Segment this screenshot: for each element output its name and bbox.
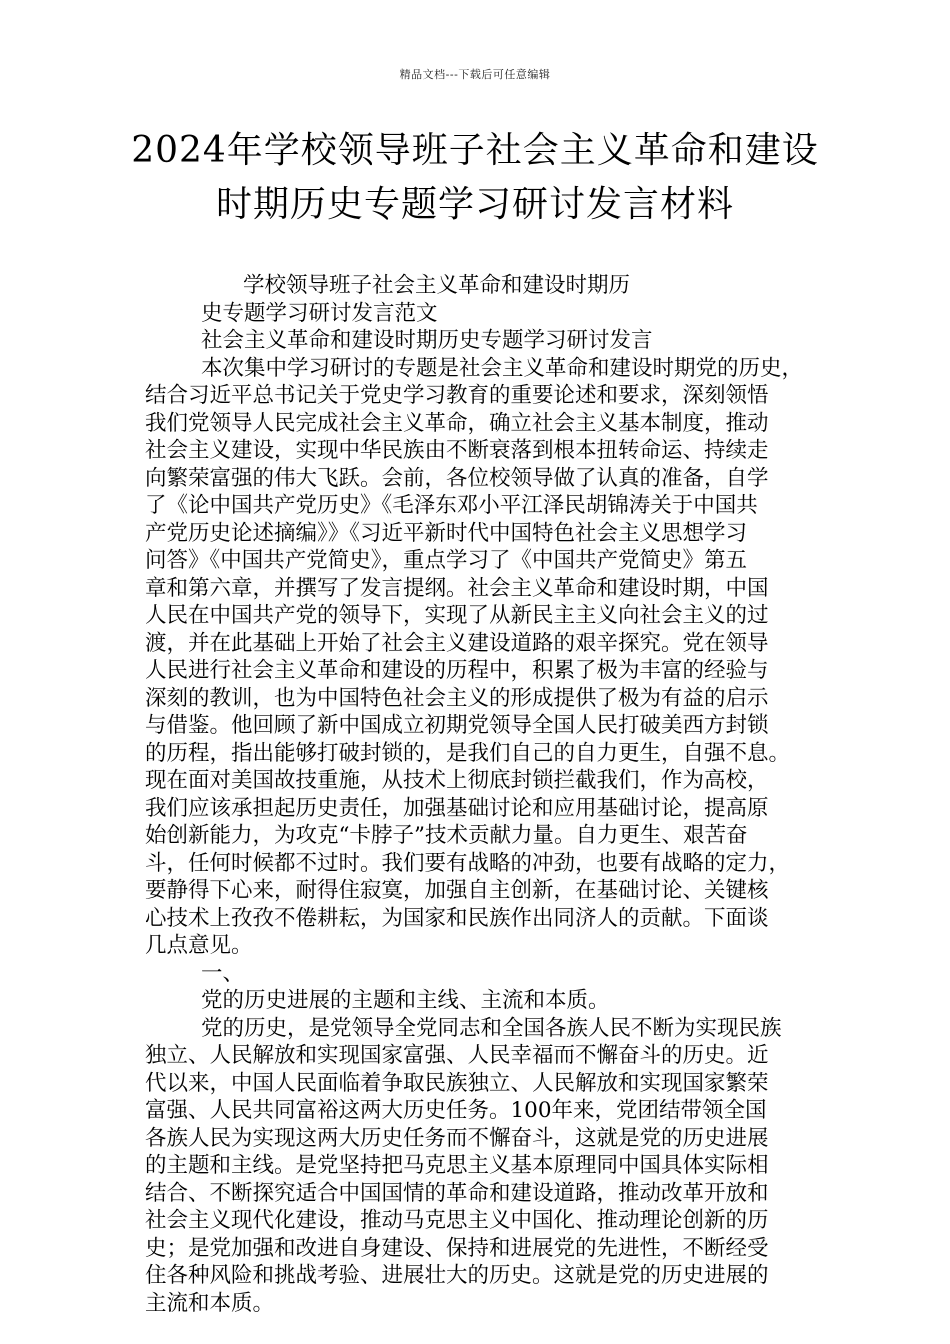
paragraph-line: 史；是党加强和改进自身建设、保持和进展党的先进性，不断经受 (145, 1235, 769, 1261)
paragraph-2 (145, 1015, 825, 1318)
paragraph-line: 我们党领导人民完成社会主义革命，确立社会主义基本制度，推动 (145, 410, 769, 436)
paragraph-line: 几点意见。 (145, 933, 253, 958)
paragraph-line: 始创新能力，为攻克“卡脖子”技术贡献力量。自力更生、艰苦奋 (145, 823, 748, 848)
header-note: 精品文档---下载后可任意编辑 (399, 68, 551, 81)
paragraph-line: 渡，并在此基础上开始了社会主义建设道路的艰辛探究。党在领导 (145, 630, 769, 656)
paragraph-line: 党的历史，是党领导全党同志和全国各族人民不断为实现民族 (201, 1015, 782, 1041)
document-body (145, 272, 825, 1317)
paragraph-line: 结合、不断探究适合中国国情的革命和建设道路，推动改革开放和 (145, 1180, 769, 1206)
paragraph-line: 了《论中国共产党历史》《毛泽东邓小平江泽民胡锦涛关于中国共 (145, 493, 758, 518)
title-line-2: 时期历史专题学习研讨发言材料 (215, 184, 734, 225)
subtitle-line-2: 史专题学习研讨发言范文 (201, 300, 438, 326)
paragraph-line: 向繁荣富强的伟大飞跃。会前，各位校领导做了认真的准备，自学 (145, 465, 769, 491)
paragraph-line: 的主题和主线。是党坚持把马克思主义基本原理同中国具体实际相 (145, 1153, 769, 1178)
section-heading: 党的历史进展的主题和主线、主流和本质。 (201, 988, 610, 1013)
paragraph-line: 产党历史论述摘编》》《习近平新时代中国特色社会主义思想学习 (145, 520, 748, 546)
paragraph-line: 问答》《中国共产党简史》，重点学习了《中国共产党简史》第五 (145, 548, 748, 573)
paragraph-line: 人民在中国共产党的领导下，实现了从新民主主义向社会主义的过 (145, 603, 769, 628)
paragraph-line: 与借鉴。他回顾了新中国成立初期党领导全国人民打破美西方封锁 (145, 713, 769, 738)
paragraph-line: 代以来，中国人民面临着争取民族独立、人民解放和实现国家繁荣 (145, 1070, 769, 1096)
paragraph-line: 深刻的教训，也为中国特色社会主义的形成提供了极为有益的启示 (145, 685, 769, 711)
subtitle-line-1: 学校领导班子社会主义革命和建设时期历 (243, 273, 631, 298)
paragraph-line: 结合习近平总书记关于党史学习教育的重要论述和要求，深刻领悟 (145, 383, 769, 408)
title-line-1: 2024年学校领导班子社会主义革命和建设 (131, 130, 819, 171)
paragraph-line: 我们应该承担起历史责任，加强基础讨论和应用基础讨论，提高原 (145, 795, 769, 821)
paragraph-line: 的历程，指出能够打破封锁的，是我们自己的自力更生，自强不息。 (145, 740, 791, 766)
paragraph-line: 斗，任何时候都不过时。我们要有战略的冲劲，也要有战略的定力， (145, 850, 791, 876)
paragraph-line: 章和第六章，并撰写了发言提纲。社会主义革命和建设时期，中国 (145, 575, 769, 601)
paragraph-line: 社会主义现代化建设，推动马克思主义中国化、推动理论创新的历 (145, 1208, 769, 1233)
paragraph-line: 要静得下心来，耐得住寂寞，加强自主创新，在基础讨论、关键核 (145, 878, 769, 903)
section-number: 一、 (201, 960, 245, 986)
paragraph-line: 独立、人民解放和实现国家富强、人民幸福而不懈奋斗的历史。近 (145, 1043, 769, 1068)
paragraph-line: 各族人民为实现这两大历史任务而不懈奋斗，这就是党的历史进展 (145, 1125, 769, 1151)
paragraph-line: 住各种风险和挑战考验、进展壮大的历史。这就是党的历史进展的 (145, 1263, 769, 1288)
paragraph-line: 本次集中学习研讨的专题是社会主义革命和建设时期党的历史， (201, 355, 804, 381)
paragraph-1 (145, 355, 825, 960)
subtitle-line-3: 社会主义革命和建设时期历史专题学习研讨发言 (201, 328, 653, 353)
paragraph-line: 现在面对美国故技重施，从技术上彻底封锁拦截我们，作为高校， (145, 768, 769, 793)
paragraph-line: 主流和本质。 (145, 1290, 275, 1316)
paragraph-line: 富强、人民共同富裕这两大历史任务。100年来，党团结带领全国 (145, 1098, 767, 1123)
paragraph-line: 人民进行社会主义革命和建设的历程中，积累了极为丰富的经验与 (145, 658, 769, 683)
document-title (120, 124, 830, 232)
paragraph-line: 社会主义建设，实现中华民族由不断衰落到根本扭转命运、持续走 (145, 438, 769, 463)
paragraph-line: 心技术上孜孜不倦耕耘，为国家和民族作出同济人的贡献。下面谈 (145, 905, 769, 931)
